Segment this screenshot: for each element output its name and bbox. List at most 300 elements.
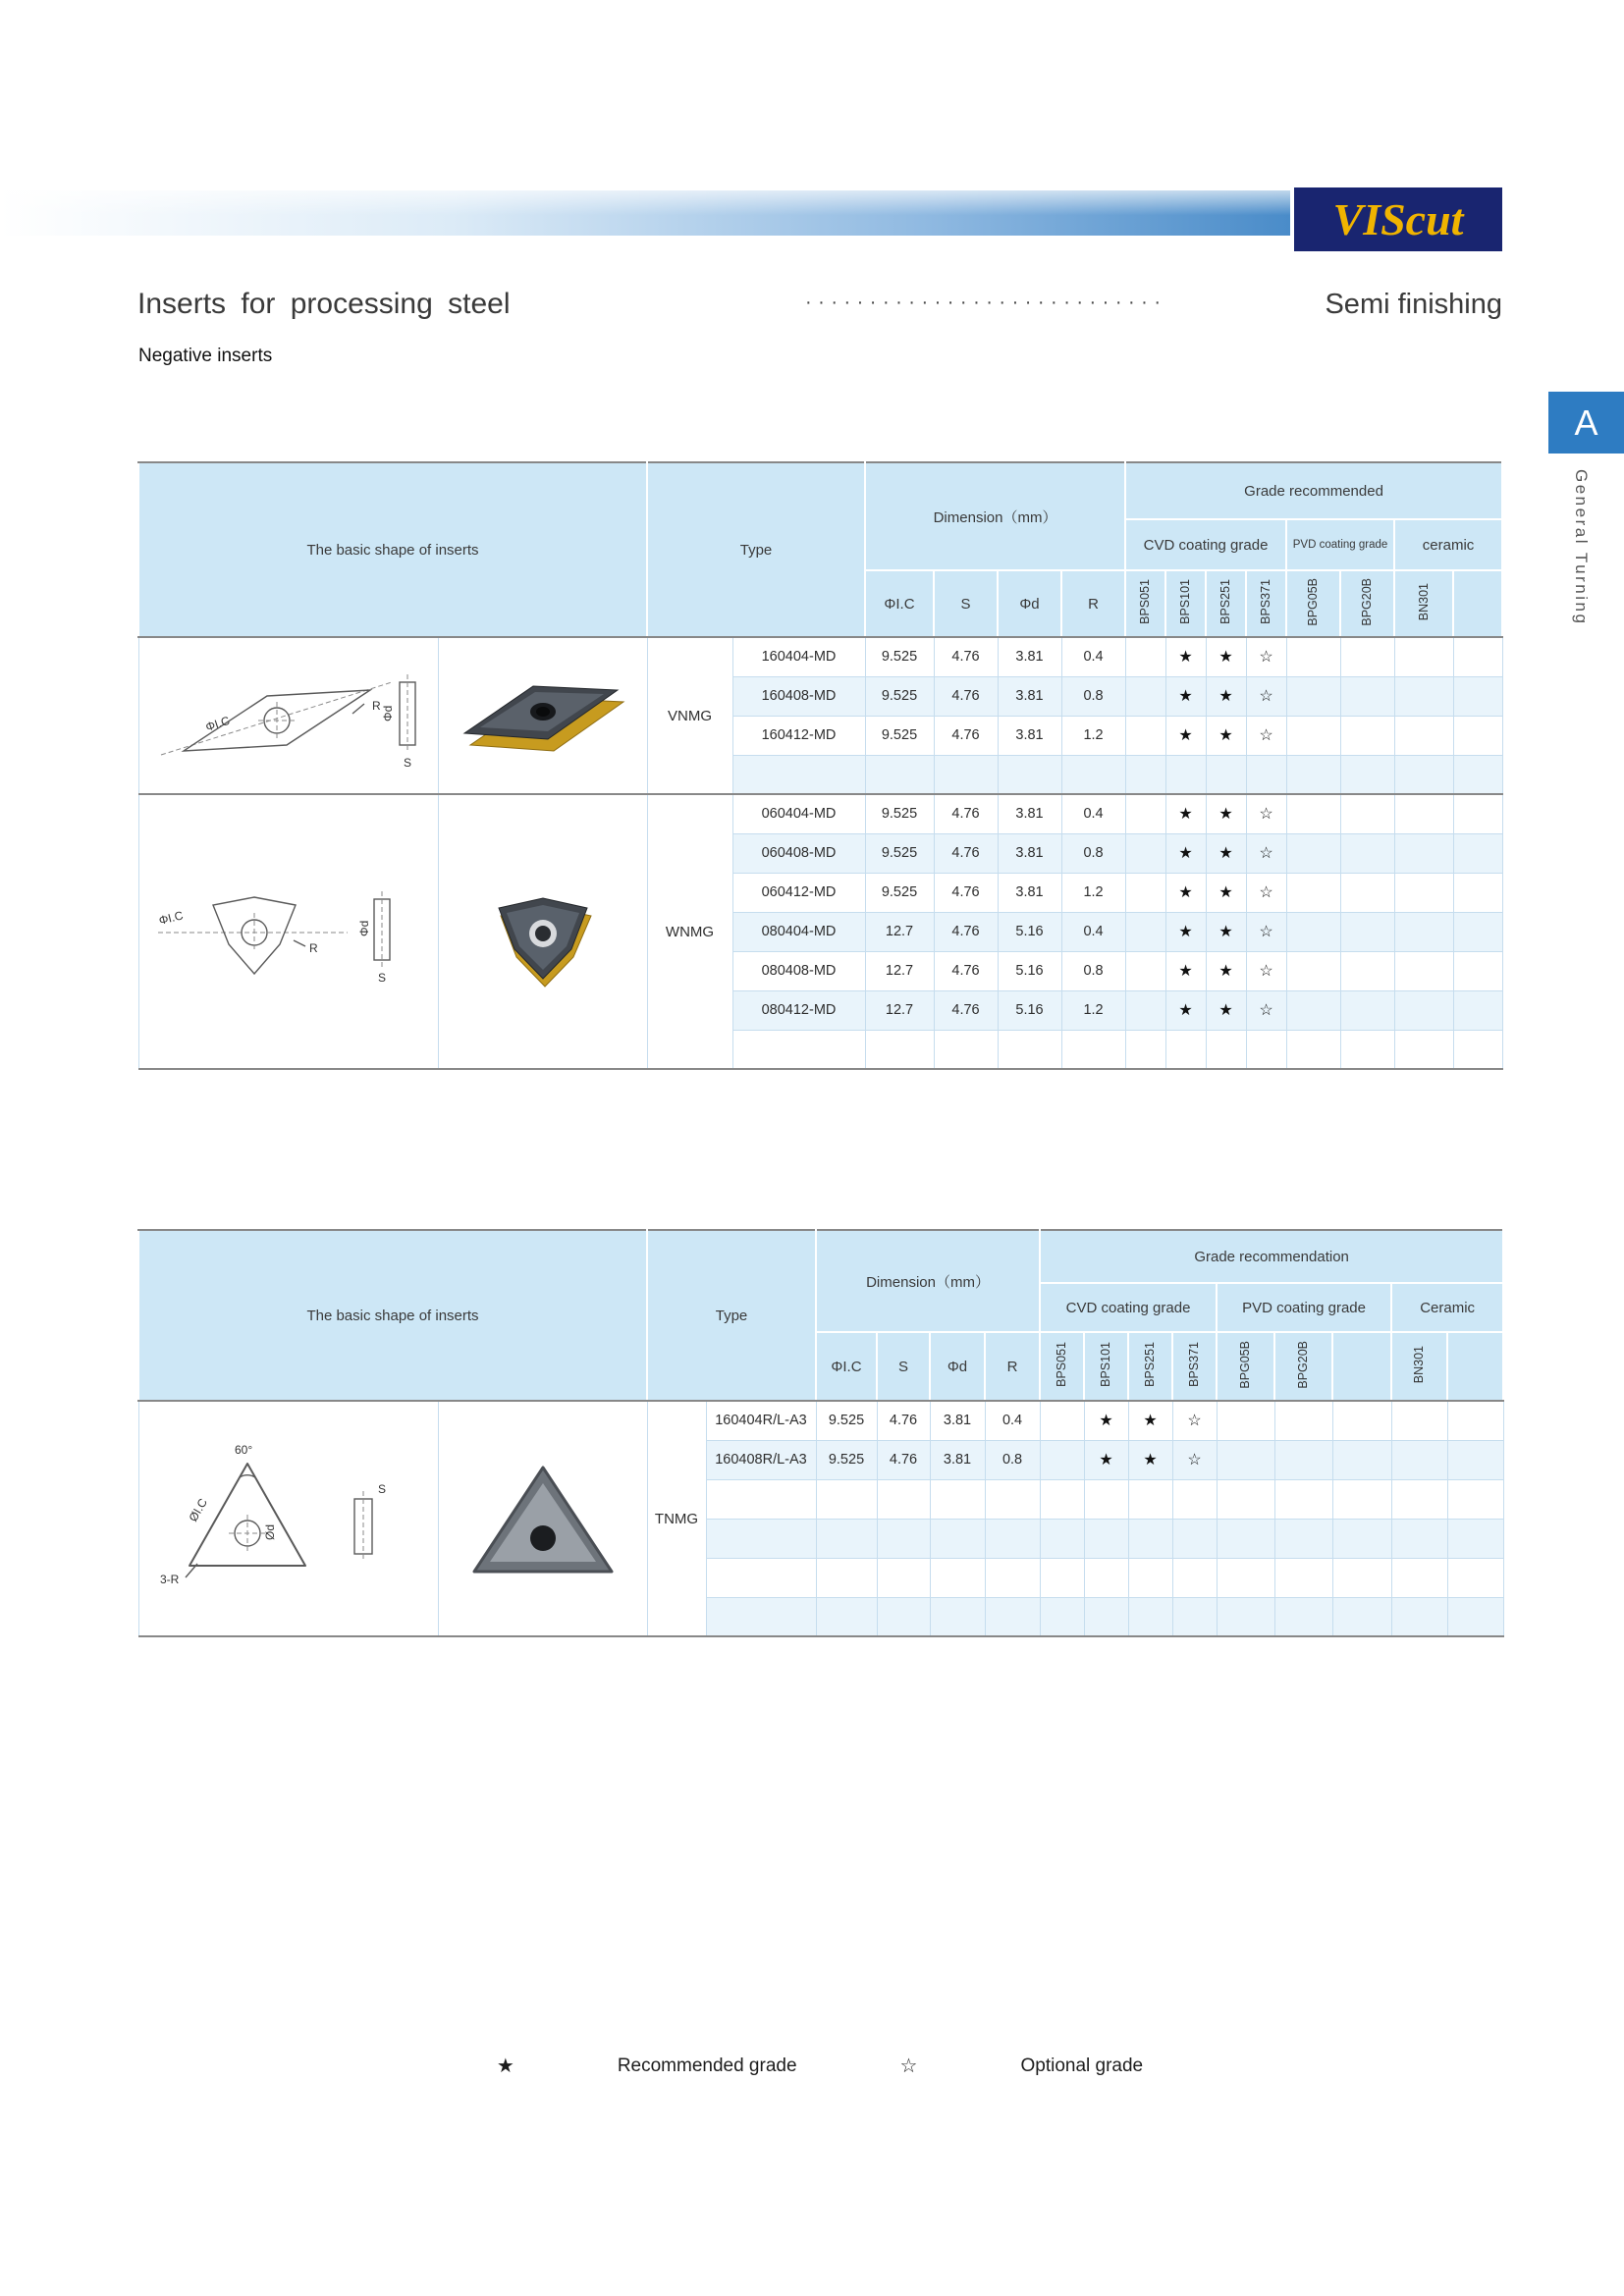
grade-cell: ☆	[1246, 912, 1286, 951]
dim-cell	[930, 1597, 985, 1636]
dim-cell: 3.81	[998, 873, 1061, 912]
dim-cell	[865, 1030, 934, 1069]
grade-cell	[1217, 1479, 1274, 1519]
grade-cell	[1394, 990, 1453, 1030]
wnmg-label-r: R	[308, 941, 318, 955]
insert-code-cell: 160412-MD	[732, 716, 865, 755]
ceramic-group-header: ceramic	[1394, 519, 1502, 570]
grade-cell	[1274, 1440, 1332, 1479]
grade-cell	[1128, 1597, 1172, 1636]
grade-cell	[1217, 1597, 1274, 1636]
dim-cell: 4.76	[934, 951, 998, 990]
side-tab-text: General Turning	[1572, 469, 1591, 626]
tnmg-shape-diagram-cell	[138, 1401, 438, 1636]
dim-cell	[985, 1519, 1040, 1558]
grade-cell	[1453, 794, 1502, 833]
grade-cell	[1125, 676, 1165, 716]
insert-code-cell	[706, 1519, 816, 1558]
grade-cell	[1391, 1558, 1447, 1597]
grade-cell	[1128, 1558, 1172, 1597]
grade-cell	[1217, 1401, 1274, 1440]
side-tab-a: A	[1548, 392, 1624, 454]
grade-cell	[1125, 794, 1165, 833]
dim-cell: 4.76	[934, 637, 998, 676]
type-name-tnmg: TNMG	[647, 1401, 706, 1636]
grade-col-header	[1084, 1332, 1128, 1401]
wnmg-label-ic: ΦI.C	[156, 908, 185, 928]
grade-cell	[1453, 755, 1502, 794]
grade-cell	[1394, 873, 1453, 912]
dim-cell: 9.525	[816, 1401, 877, 1440]
dim-cell	[877, 1558, 930, 1597]
dim-cell: 4.76	[934, 833, 998, 873]
grade-cell	[1447, 1479, 1503, 1519]
grade-cell	[1084, 1479, 1128, 1519]
dim-cell: 9.525	[865, 794, 934, 833]
grade-col-header	[1128, 1332, 1172, 1401]
grade-cell	[1125, 637, 1165, 676]
dim-cell: 0.4	[1061, 794, 1125, 833]
dim-cell: 4.76	[934, 794, 998, 833]
shape-column-header: The basic shape of inserts	[138, 1230, 647, 1401]
dim-col-header: S	[934, 570, 998, 637]
dim-cell	[930, 1519, 985, 1558]
grade-col-header	[1447, 1332, 1503, 1401]
grade-cell	[1447, 1597, 1503, 1636]
grade-cell	[1394, 637, 1453, 676]
grade-cell: ★	[1206, 676, 1246, 716]
grade-cell: ☆	[1246, 951, 1286, 990]
insert-code-cell: 160404R/L-A3	[706, 1401, 816, 1440]
grade-cell	[1172, 1558, 1217, 1597]
grade-cell	[1125, 1030, 1165, 1069]
grade-cell: ★	[1206, 794, 1246, 833]
dim-col-header: R	[1061, 570, 1125, 637]
grade-cell	[1286, 873, 1340, 912]
insert-code-cell: 160408R/L-A3	[706, 1440, 816, 1479]
dim-cell	[816, 1597, 877, 1636]
grade-cell	[1125, 912, 1165, 951]
vnmg-insert-photo	[455, 663, 631, 766]
vnmg-shape-diagram-cell	[138, 637, 438, 794]
dimension-header: Dimension（mm）	[816, 1230, 1040, 1332]
grade-cell	[1447, 1558, 1503, 1597]
grade-cell	[1394, 676, 1453, 716]
grade-recommended-header: Grade recommended	[1125, 462, 1502, 519]
grade-cell	[1286, 912, 1340, 951]
grade-cell	[1286, 637, 1340, 676]
insert-code-cell: 060412-MD	[732, 873, 865, 912]
grade-cell: ★	[1128, 1401, 1172, 1440]
grade-cell	[1040, 1401, 1084, 1440]
dim-cell: 3.81	[998, 716, 1061, 755]
grade-cell	[1332, 1479, 1391, 1519]
grade-cell	[1206, 1030, 1246, 1069]
wnmg-photo-cell	[438, 794, 647, 1069]
grade-col-header	[1246, 570, 1286, 637]
grade-cell: ☆	[1172, 1440, 1217, 1479]
grade-col-header	[1206, 570, 1246, 637]
vnmg-photo-cell	[438, 637, 647, 794]
grade-cell	[1125, 951, 1165, 990]
grade-cell	[1172, 1479, 1217, 1519]
grade-cell	[1447, 1440, 1503, 1479]
grade-legend	[137, 2054, 1502, 2078]
cvd-group-header: CVD coating grade	[1125, 519, 1286, 570]
type-name-wnmg: WNMG	[647, 794, 732, 1069]
insert-code-cell: 160408-MD	[732, 676, 865, 716]
grade-cell	[1286, 794, 1340, 833]
grade-col-label: BPS051	[1055, 1342, 1069, 1387]
dim-cell	[877, 1519, 930, 1558]
grade-col-label: BPG20B	[1296, 1340, 1311, 1389]
grade-col-header	[1274, 1332, 1332, 1401]
dim-col-header: ΦI.C	[865, 570, 934, 637]
vnmg-label-s: S	[403, 756, 411, 770]
grade-cell: ★	[1165, 676, 1206, 716]
dim-cell: 0.8	[1061, 676, 1125, 716]
grade-cell	[1286, 990, 1340, 1030]
grade-cell: ☆	[1246, 873, 1286, 912]
dim-cell: 12.7	[865, 912, 934, 951]
grade-col-header	[1286, 570, 1340, 637]
dim-col-header: Φd	[930, 1332, 985, 1401]
grade-cell	[1084, 1558, 1128, 1597]
dim-cell: 3.81	[998, 637, 1061, 676]
grade-cell	[1040, 1597, 1084, 1636]
grade-cell	[1332, 1597, 1391, 1636]
dim-cell: 9.525	[865, 833, 934, 873]
grade-cell: ☆	[1246, 637, 1286, 676]
pvd-group-header: PVD coating grade	[1286, 519, 1394, 570]
ceramic-group-header: Ceramic	[1391, 1283, 1503, 1332]
grade-cell	[1391, 1440, 1447, 1479]
grade-cell	[1453, 1030, 1502, 1069]
grade-cell	[1391, 1479, 1447, 1519]
insert-code-cell	[706, 1558, 816, 1597]
dim-cell: 1.2	[1061, 990, 1125, 1030]
wnmg-shape-diagram-cell	[138, 794, 438, 1069]
grade-col-header	[1340, 570, 1394, 637]
dim-cell: 3.81	[930, 1440, 985, 1479]
section-label: Negative inserts	[138, 346, 273, 366]
grade-cell: ★	[1206, 990, 1246, 1030]
grade-col-header	[1332, 1332, 1391, 1401]
grade-cell: ★	[1206, 716, 1246, 755]
grade-cell	[1391, 1519, 1447, 1558]
tnmg-shape-diagram	[146, 1438, 431, 1595]
dim-col-header: S	[877, 1332, 930, 1401]
grade-cell: ★	[1084, 1401, 1128, 1440]
grade-col-label: BPS251	[1143, 1342, 1158, 1387]
grade-cell: ★	[1206, 873, 1246, 912]
grade-cell: ★	[1084, 1440, 1128, 1479]
grade-col-label: BPS101	[1099, 1342, 1113, 1387]
dim-cell: 0.8	[1061, 951, 1125, 990]
dim-cell	[985, 1597, 1040, 1636]
dim-cell	[934, 1030, 998, 1069]
grade-cell	[1128, 1519, 1172, 1558]
grade-cell	[1340, 951, 1394, 990]
wnmg-label-s: S	[377, 971, 386, 985]
grade-cell: ★	[1165, 873, 1206, 912]
dim-cell: 9.525	[865, 716, 934, 755]
dim-cell	[877, 1479, 930, 1519]
grade-cell	[1084, 1519, 1128, 1558]
grade-cell	[1394, 1030, 1453, 1069]
grade-cell	[1340, 873, 1394, 912]
dim-cell: 9.525	[816, 1440, 877, 1479]
dim-cell	[930, 1558, 985, 1597]
dim-cell	[985, 1558, 1040, 1597]
dim-cell: 1.2	[1061, 716, 1125, 755]
grade-cell	[1274, 1597, 1332, 1636]
dim-cell: 0.8	[985, 1440, 1040, 1479]
grade-cell	[1340, 637, 1394, 676]
grade-cell	[1447, 1519, 1503, 1558]
grade-cell: ☆	[1246, 716, 1286, 755]
grade-cell: ★	[1165, 716, 1206, 755]
insert-code-cell	[732, 1030, 865, 1069]
insert-code-cell: 060408-MD	[732, 833, 865, 873]
grade-cell	[1340, 755, 1394, 794]
dim-cell: 4.76	[934, 990, 998, 1030]
grade-cell	[1128, 1479, 1172, 1519]
grade-cell	[1246, 755, 1286, 794]
grade-cell	[1453, 951, 1502, 990]
grade-col-label: BPG20B	[1360, 577, 1375, 626]
grade-cell	[1274, 1479, 1332, 1519]
grade-cell	[1217, 1440, 1274, 1479]
dim-cell	[816, 1519, 877, 1558]
grade-cell	[1453, 716, 1502, 755]
grade-cell	[1274, 1519, 1332, 1558]
dim-cell: 9.525	[865, 873, 934, 912]
grade-cell	[1084, 1597, 1128, 1636]
dim-cell: 5.16	[998, 990, 1061, 1030]
dim-cell	[1061, 755, 1125, 794]
wnmg-shape-diagram	[146, 856, 431, 1003]
grade-col-label: BPG05B	[1306, 577, 1321, 626]
tnmg-label-r: 3-R	[159, 1573, 179, 1586]
grade-cell	[1165, 755, 1206, 794]
page-title: Inserts for processing steel	[137, 288, 511, 320]
dim-cell	[877, 1597, 930, 1636]
insert-code-cell: 060404-MD	[732, 794, 865, 833]
vnmg-label-r: R	[371, 699, 381, 713]
grade-cell	[1453, 873, 1502, 912]
insert-code-cell: 080412-MD	[732, 990, 865, 1030]
dim-cell: 4.76	[934, 676, 998, 716]
dim-cell: 0.4	[1061, 912, 1125, 951]
grade-cell	[1172, 1519, 1217, 1558]
cvd-group-header: CVD coating grade	[1040, 1283, 1217, 1332]
grade-cell	[1286, 716, 1340, 755]
dim-col-header: Φd	[998, 570, 1061, 637]
grade-cell	[1394, 794, 1453, 833]
dim-cell	[985, 1479, 1040, 1519]
grade-cell	[1394, 912, 1453, 951]
dim-cell: 5.16	[998, 951, 1061, 990]
grade-cell	[1394, 833, 1453, 873]
dim-cell	[998, 755, 1061, 794]
grade-cell: ☆	[1246, 676, 1286, 716]
grade-cell	[1217, 1519, 1274, 1558]
type-name-vnmg: VNMG	[647, 637, 732, 794]
grade-cell	[1125, 755, 1165, 794]
dim-cell	[816, 1558, 877, 1597]
grade-cell: ★	[1206, 833, 1246, 873]
grade-col-label: BPS251	[1218, 579, 1233, 624]
grade-col-header	[1125, 570, 1165, 637]
grade-cell	[1394, 755, 1453, 794]
inserts-table-2	[137, 1229, 1504, 1637]
insert-code-cell	[706, 1479, 816, 1519]
vnmg-label-d: Φd	[380, 705, 395, 721]
tnmg-label-ic: ØI.C	[185, 1496, 210, 1524]
grade-cell	[1394, 951, 1453, 990]
grade-cell	[1040, 1558, 1084, 1597]
grade-cell	[1394, 716, 1453, 755]
optional-star-icon: ☆	[899, 2056, 918, 2077]
dim-cell	[1061, 1030, 1125, 1069]
grade-col-header	[1165, 570, 1206, 637]
dim-cell: 0.4	[1061, 637, 1125, 676]
grade-cell	[1391, 1401, 1447, 1440]
grade-col-header	[1172, 1332, 1217, 1401]
dim-cell: 4.76	[877, 1440, 930, 1479]
grade-cell	[1125, 990, 1165, 1030]
grade-cell: ★	[1165, 990, 1206, 1030]
dim-cell: 0.4	[985, 1401, 1040, 1440]
pvd-group-header: PVD coating grade	[1217, 1283, 1391, 1332]
dim-cell: 4.76	[934, 873, 998, 912]
grade-col-header	[1394, 570, 1453, 637]
grade-cell	[1332, 1401, 1391, 1440]
grade-cell	[1286, 676, 1340, 716]
tnmg-label-angle: 60°	[234, 1443, 252, 1457]
dim-cell: 0.8	[1061, 833, 1125, 873]
grade-col-header	[1040, 1332, 1084, 1401]
grade-cell	[1172, 1597, 1217, 1636]
grade-cell	[1274, 1401, 1332, 1440]
grade-cell: ★	[1206, 912, 1246, 951]
grade-cell	[1040, 1440, 1084, 1479]
grade-col-header	[1391, 1332, 1447, 1401]
dim-cell: 3.81	[998, 794, 1061, 833]
grade-col-label: BPG05B	[1238, 1340, 1253, 1389]
vnmg-shape-diagram	[146, 645, 431, 782]
grade-cell	[1332, 1558, 1391, 1597]
dim-cell: 5.16	[998, 912, 1061, 951]
grade-cell	[1286, 1030, 1340, 1069]
dim-col-header: R	[985, 1332, 1040, 1401]
grade-cell	[1447, 1401, 1503, 1440]
grade-col-header	[1217, 1332, 1274, 1401]
brand-text: VIScut	[1332, 194, 1464, 244]
dim-cell: 4.76	[934, 912, 998, 951]
grade-cell	[1125, 833, 1165, 873]
grade-cell	[1340, 676, 1394, 716]
grade-cell: ★	[1165, 833, 1206, 873]
grade-cell	[1340, 912, 1394, 951]
brand-logo	[1294, 187, 1502, 251]
grade-cell: ★	[1165, 912, 1206, 951]
grade-cell	[1206, 755, 1246, 794]
insert-code-cell: 080404-MD	[732, 912, 865, 951]
type-column-header: Type	[647, 1230, 816, 1401]
finishing-label: Semi finishing	[1325, 289, 1502, 320]
recommended-star-icon: ★	[496, 2056, 514, 2077]
grade-col-label: BN301	[1416, 582, 1431, 621]
grade-cell: ☆	[1246, 833, 1286, 873]
dim-cell	[816, 1479, 877, 1519]
dim-cell: 9.525	[865, 637, 934, 676]
tnmg-insert-photo	[464, 1456, 622, 1578]
inserts-table-1	[137, 461, 1503, 1070]
grade-cell	[1453, 912, 1502, 951]
grade-cell	[1125, 873, 1165, 912]
grade-cell	[1286, 951, 1340, 990]
grade-cell	[1453, 990, 1502, 1030]
grade-cell	[1332, 1519, 1391, 1558]
dimension-header: Dimension（mm）	[865, 462, 1125, 570]
grade-cell: ★	[1206, 637, 1246, 676]
dim-cell: 4.76	[934, 716, 998, 755]
grade-cell	[1286, 833, 1340, 873]
grade-cell: ☆	[1246, 794, 1286, 833]
dim-cell	[934, 755, 998, 794]
grade-cell: ★	[1165, 637, 1206, 676]
dim-cell: 4.76	[877, 1401, 930, 1440]
vnmg-label-ic: ΦI.C	[203, 713, 232, 734]
grade-cell: ☆	[1246, 990, 1286, 1030]
grade-cell: ★	[1165, 951, 1206, 990]
grade-col-label: BPS371	[1259, 579, 1273, 624]
insert-code-cell: 160404-MD	[732, 637, 865, 676]
grade-cell	[1340, 990, 1394, 1030]
grade-cell	[1040, 1479, 1084, 1519]
wnmg-insert-photo	[464, 869, 622, 991]
grade-cell: ☆	[1172, 1401, 1217, 1440]
grade-cell	[1332, 1440, 1391, 1479]
grade-col-label: BN301	[1412, 1345, 1427, 1384]
tnmg-label-s: S	[377, 1482, 386, 1496]
grade-cell	[1286, 755, 1340, 794]
dim-cell	[930, 1479, 985, 1519]
header-gradient-bar	[0, 190, 1290, 236]
grade-cell	[1453, 676, 1502, 716]
grade-cell: ★	[1128, 1440, 1172, 1479]
recommended-grade-label: Recommended grade	[617, 2055, 797, 2076]
dim-cell: 3.81	[998, 676, 1061, 716]
grade-col-label: BPS371	[1187, 1342, 1202, 1387]
insert-code-cell: 080408-MD	[732, 951, 865, 990]
grade-cell	[1217, 1558, 1274, 1597]
dim-cell: 3.81	[930, 1401, 985, 1440]
optional-grade-label: Optional grade	[1020, 2055, 1144, 2076]
dim-cell: 12.7	[865, 951, 934, 990]
dim-cell: 3.81	[998, 833, 1061, 873]
grade-col-label: BPS101	[1178, 579, 1193, 624]
type-column-header: Type	[647, 462, 865, 637]
dim-cell	[998, 1030, 1061, 1069]
grade-col-label: BPS051	[1138, 579, 1153, 624]
grade-cell	[1340, 716, 1394, 755]
dim-cell: 12.7	[865, 990, 934, 1030]
dotted-separator: ····························	[805, 292, 1167, 313]
grade-recommendation-header: Grade recommendation	[1040, 1230, 1503, 1283]
